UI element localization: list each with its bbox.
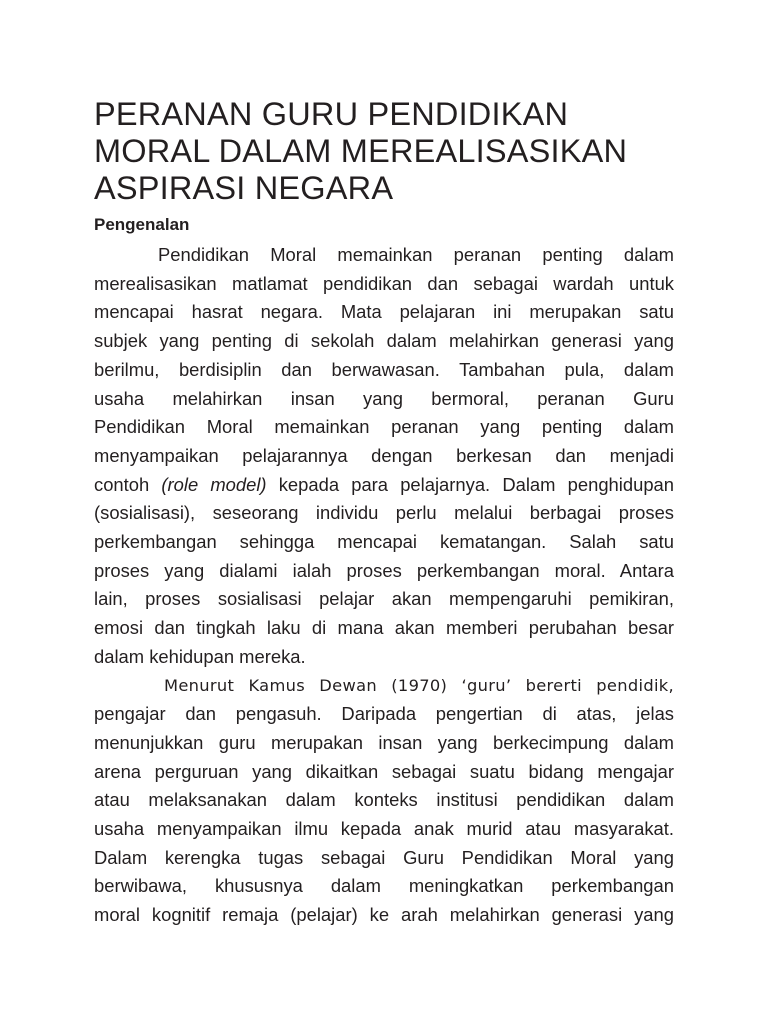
text-line: berwibawa, khususnya dalam meningkatkan perkembangan [94, 875, 674, 897]
section-heading: Pengenalan [94, 215, 190, 234]
text-line: (sosialisasi), seseorang individu perlu melalui berbagai proses [94, 502, 674, 524]
title-line: MORAL DALAM MEREALISASIKAN [94, 133, 628, 169]
paragraph-definition [94, 672, 674, 930]
text-fragment: kepada para pelajarnya. Dalam penghidupan [266, 473, 674, 495]
text-line: lain, proses sosialisasi pelajar akan mempengaruhi pemikiran, [94, 588, 674, 610]
text-line: perkembangan sehingga mencapai kematangan. Salah satu [94, 531, 674, 553]
text-line: usaha melahirkan insan yang bermoral, peranan Guru [94, 387, 674, 409]
text-line: Pendidikan Moral memainkan peranan yang penting dalam [94, 416, 674, 438]
italic-term: (role model) [161, 473, 267, 495]
text-line: Dalam kerengka tugas sebagai Guru Pendidikan Moral yang [94, 846, 674, 868]
text-line: berilmu, berdisiplin dan berwawasan. Tambahan pula, dalam [94, 358, 674, 380]
text-line: usaha menyampaikan ilmu kepada anak murid atau masyarakat. [94, 818, 674, 840]
text-line: subjek yang penting di sekolah dalam melahirkan generasi yang [94, 330, 674, 352]
text-line: merealisasikan matlamat pendidikan dan sebagai wardah untuk [94, 272, 674, 294]
text-line: moral kognitif remaja (pelajar) ke arah melahirkan generasi yang [94, 904, 674, 926]
text-line: mencapai hasrat negara. Mata pelajaran ini merupakan satu [94, 301, 674, 323]
document-title [94, 96, 674, 207]
text-line: arena perguruan yang dikaitkan sebagai suatu bidang mengajar [94, 760, 674, 782]
text-fragment: contoh [94, 473, 162, 495]
title-line: ASPIRASI NEGARA [94, 170, 394, 206]
text-line: menyampaikan pelajarannya dengan berkesan dan menjadi [94, 444, 674, 466]
text-line: pengajar dan pengasuh. Daripada pengertian di atas, jelas [94, 703, 674, 725]
text-line: emosi dan tingkah laku di mana akan memberi perubahan besar [94, 617, 674, 639]
text-line: Menurut Kamus Dewan (1970) ‘guru’ bererti pendidik, [164, 675, 674, 695]
text-line: dalam kehidupan mereka. [94, 645, 306, 667]
text-line: atau melaksanakan dalam konteks institusi pendidikan dalam [94, 789, 674, 811]
text-line: proses yang dialami ialah proses perkembangan moral. Antara [94, 559, 674, 581]
text-line: Pendidikan Moral memainkan peranan penting dalam [158, 244, 674, 265]
title-line: PERANAN GURU PENDIDIKAN [94, 96, 569, 132]
text-line [94, 471, 674, 500]
paragraph-introduction [94, 241, 674, 672]
text-line: menunjukkan guru merupakan insan yang berkecimpung dalam [94, 731, 674, 753]
